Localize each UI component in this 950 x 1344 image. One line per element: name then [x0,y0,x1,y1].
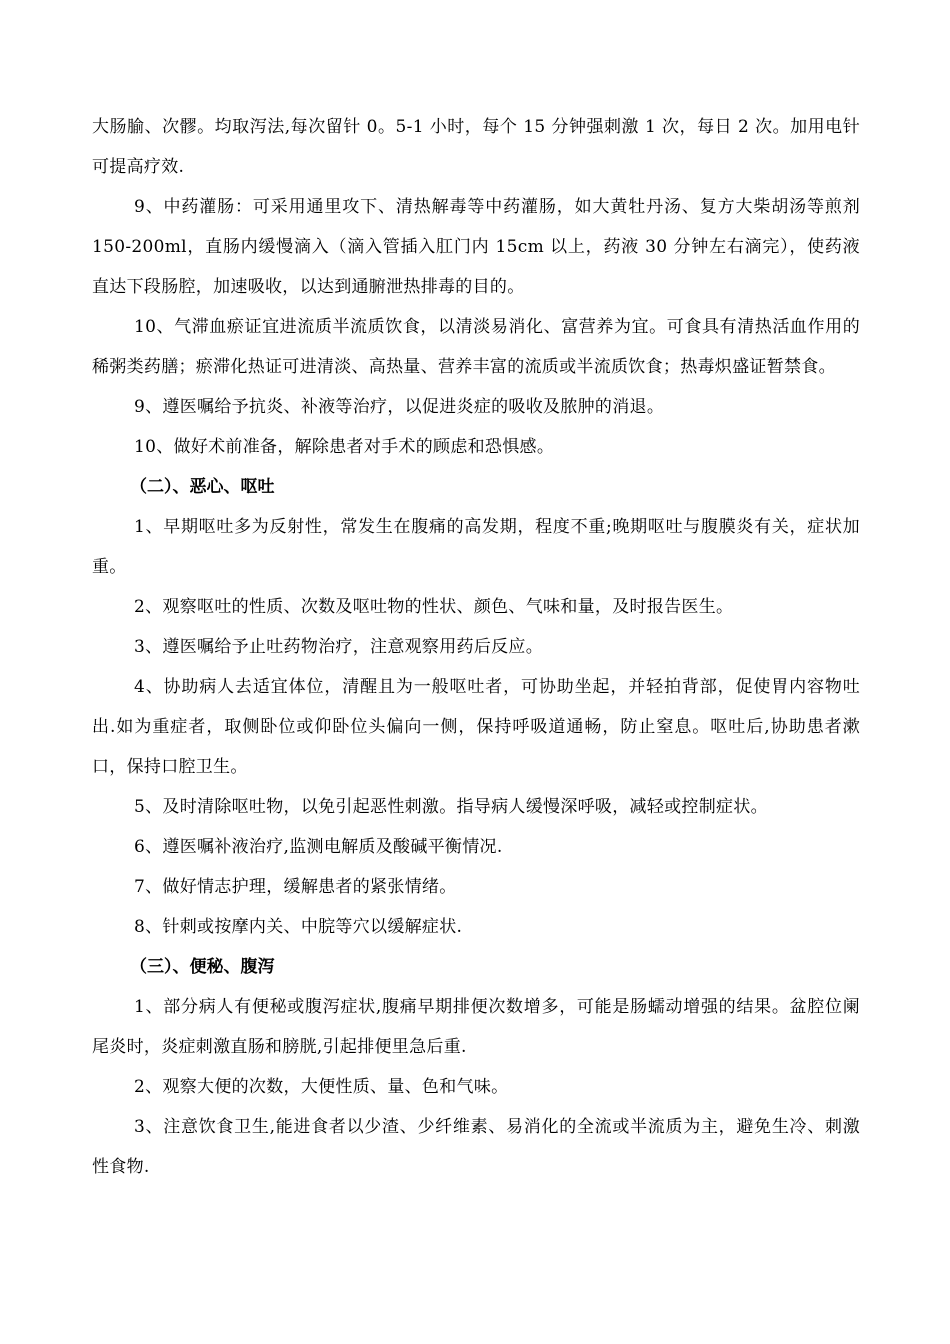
list-item: 5、及时清除呕吐物，以免引起恶性刺激。指导病人缓慢深呼吸，减轻或控制症状。 [134,797,768,817]
paragraph-continuation: 大肠腧、次髎。均取泻法,每次留针 0。5-1 小时，每个 15 分钟强刺激 1 次，每日 2 次。加用电针可提高疗效. [92,117,860,177]
list-item: 3、遵医嘱给予止吐药物治疗，注意观察用药后反应。 [134,637,544,657]
section-heading-nausea-vomiting: （二）、恶心、呕吐 [130,477,275,497]
list-item: 3、注意饮食卫生,能进食者以少渣、少纤维素、易消化的全流或半流质为主，避免生冷、刺激性食物. [92,1117,860,1177]
paragraph-item-10-preop: 10、做好术前准备，解除患者对手术的顾虑和恐惧感。 [134,437,555,457]
list-item: 6、遵医嘱补液治疗,监测电解质及酸碱平衡情况. [134,837,503,857]
list-item: 2、观察大便的次数，大便性质、量、色和气味。 [134,1077,509,1097]
list-item: 1、部分病人有便秘或腹泻症状,腹痛早期排便次数增多，可能是肠蠕动增强的结果。盆腔位阑尾炎时，炎症刺激直肠和膀胱,引起排便里急后重. [92,997,860,1057]
paragraph-item-9-enema: 9、中药灌肠：可采用通里攻下、清热解毒等中药灌肠，如大黄牡丹汤、复方大柴胡汤等煎剂 150-200ml，直肠内缓慢滴入（滴入管插入肛门内 15cm 以上，药液 30 分钟左右滴完），使药液直达下段肠腔，加速吸收，以达到通腑泄热排毒的目的。 [92,197,860,297]
list-item: 2、观察呕吐的性质、次数及呕吐物的性状、颜色、气味和量，及时报告医生。 [134,597,734,617]
list-item: 4、协助病人去适宜体位，清醒且为一般呕吐者，可协助坐起，并轻拍背部，促使胃内容物吐出.如为重症者，取侧卧位或仰卧位头偏向一侧，保持呼吸道通畅，防止窒息。呕吐后,协助患者漱口，保持口腔卫生。 [92,677,860,777]
document-body [92,107,860,1187]
list-item: 8、针刺或按摩内关、中脘等穴以缓解症状. [134,917,463,937]
paragraph-item-9-treatment: 9、遵医嘱给予抗炎、补液等治疗，以促进炎症的吸收及脓肿的消退。 [134,397,665,417]
paragraph-item-10-diet: 10、气滞血瘀证宜进流质半流质饮食，以清淡易消化、富营养为宜。可食具有清热活血作用的稀粥类药膳；瘀滞化热证可进清淡、高热量、营养丰富的流质或半流质饮食；热毒炽盛证暂禁食。 [92,317,860,377]
list-item: 1、早期呕吐多为反射性，常发生在腹痛的高发期，程度不重;晚期呕吐与腹膜炎有关，症状加重。 [92,517,860,577]
list-item: 7、做好情志护理，缓解患者的紧张情绪。 [134,877,457,897]
section-heading-constipation-diarrhea: （三）、便秘、腹泻 [130,957,275,977]
